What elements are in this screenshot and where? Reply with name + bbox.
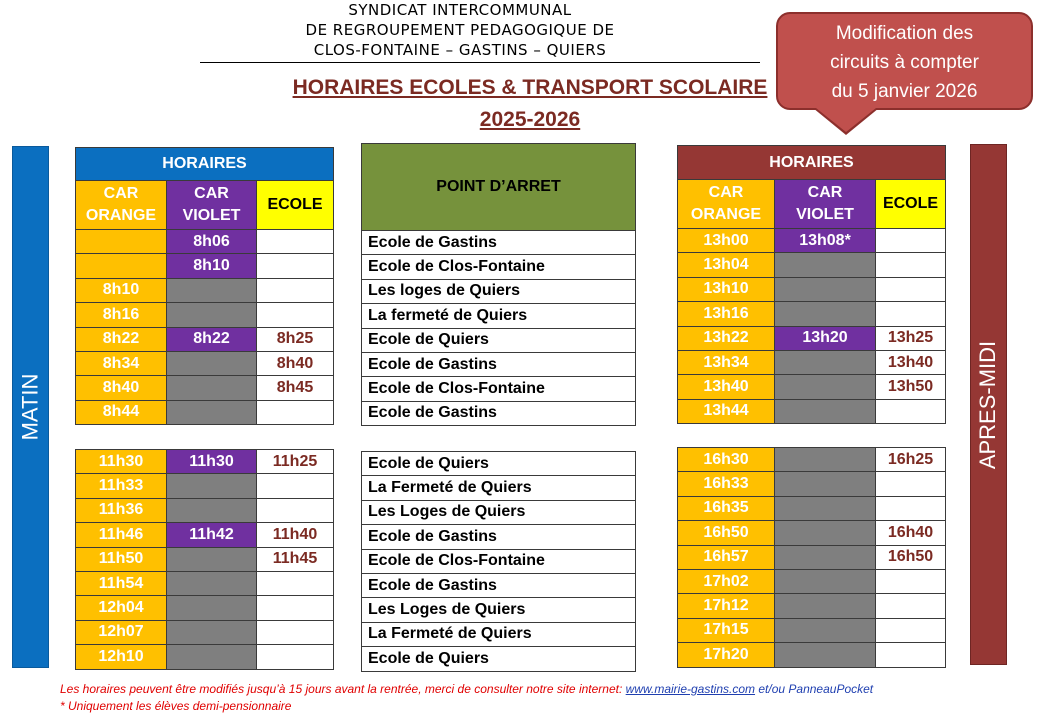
schedule-row <box>76 596 334 620</box>
ecole-time <box>876 643 946 667</box>
stop-row <box>362 401 636 425</box>
car-violet-time <box>167 278 257 302</box>
car-orange-time: 8h16 <box>76 303 167 327</box>
car-orange-time: 8h44 <box>76 400 167 424</box>
afternoon-ecole-header: ECOLE <box>876 180 946 229</box>
callout-box <box>776 12 1033 110</box>
ecole-time: 11h25 <box>257 450 334 474</box>
morning-bottom-body <box>76 450 334 670</box>
schedule-row <box>76 351 334 375</box>
stop-name: Ecole de Gastins <box>362 573 636 597</box>
stop-row <box>362 525 636 549</box>
schedule-row <box>76 523 334 547</box>
stop-row <box>362 452 636 476</box>
stop-name: La fermeté de Quiers <box>362 304 636 328</box>
car-violet-time: 11h30 <box>167 450 257 474</box>
car-orange-time: 17h15 <box>678 618 775 642</box>
car-violet-time: 11h42 <box>167 523 257 547</box>
car-violet-time <box>167 596 257 620</box>
car-orange-time: 17h02 <box>678 569 775 593</box>
stop-row <box>362 647 636 671</box>
car-orange-time: 16h35 <box>678 496 775 520</box>
car-violet-time <box>167 498 257 522</box>
car-orange-time: 12h04 <box>76 596 167 620</box>
footer-note <box>60 682 873 696</box>
car-orange-time: 17h12 <box>678 594 775 618</box>
car-violet-time <box>775 399 876 423</box>
ecole-time: 8h45 <box>257 376 334 400</box>
car-orange-time: 11h54 <box>76 571 167 595</box>
car-orange-time: 13h34 <box>678 350 775 374</box>
ecole-time: 16h40 <box>876 521 946 545</box>
car-orange-time: 13h16 <box>678 302 775 326</box>
ecole-time <box>257 498 334 522</box>
schedule-row <box>678 277 946 301</box>
stop-row <box>362 622 636 646</box>
car-violet-time <box>775 350 876 374</box>
afternoon-bottom-body <box>678 448 946 668</box>
stop-name: Les Loges de Quiers <box>362 500 636 524</box>
car-orange-time: 11h36 <box>76 498 167 522</box>
ecole-time <box>257 254 334 278</box>
stop-row <box>362 279 636 303</box>
car-orange-time: 13h04 <box>678 253 775 277</box>
stop-name: Les Loges de Quiers <box>362 598 636 622</box>
car-orange-time: 16h57 <box>678 545 775 569</box>
schedule-row <box>678 496 946 520</box>
schedule-row <box>678 594 946 618</box>
car-violet-time: 8h10 <box>167 254 257 278</box>
car-violet-time <box>167 547 257 571</box>
website-link[interactable]: www.mairie-gastins.com <box>625 682 756 696</box>
ecole-time <box>257 303 334 327</box>
stop-name: Les loges de Quiers <box>362 279 636 303</box>
ecole-time: 13h40 <box>876 350 946 374</box>
ecole-time: 11h45 <box>257 547 334 571</box>
ecole-time <box>876 569 946 593</box>
stop-name: Ecole de Gastins <box>362 525 636 549</box>
car-orange-time <box>76 230 167 254</box>
schedule-row <box>76 450 334 474</box>
car-orange-time: 13h00 <box>678 229 775 253</box>
car-orange-time <box>76 254 167 278</box>
footer-note-2: * Uniquement les élèves demi-pensionnaire <box>60 699 292 713</box>
car-orange-time: 16h30 <box>678 448 775 472</box>
stop-row <box>362 476 636 500</box>
header-divider <box>200 62 760 63</box>
schedule-row <box>76 498 334 522</box>
apres-midi-band <box>970 144 1007 665</box>
point-arret-header: POINT D’ARRET <box>362 144 636 231</box>
stop-name: La Fermeté de Quiers <box>362 622 636 646</box>
schedule-row <box>76 571 334 595</box>
car-violet-word-1: CAR <box>194 185 229 202</box>
ecole-time: 8h40 <box>257 351 334 375</box>
car-violet-time <box>775 521 876 545</box>
car-violet-time <box>775 594 876 618</box>
schedule-row <box>76 278 334 302</box>
afternoon-horaires-header: HORAIRES <box>678 146 946 180</box>
schedule-row <box>678 643 946 667</box>
schedule-row <box>76 645 334 669</box>
ecole-time <box>876 472 946 496</box>
car-violet-time <box>775 253 876 277</box>
ecole-time: 8h25 <box>257 327 334 351</box>
stop-row <box>362 231 636 255</box>
stop-name: Ecole de Quiers <box>362 452 636 476</box>
ecole-time <box>257 596 334 620</box>
car-violet-word-2: VIOLET <box>182 207 241 224</box>
afternoon-car-violet-header <box>775 180 876 229</box>
car-violet-time <box>775 448 876 472</box>
afternoon-top-table <box>677 145 946 424</box>
stop-row <box>362 352 636 376</box>
callout-line-1: Modification des <box>835 23 974 44</box>
schedule-row <box>678 326 946 350</box>
ecole-time <box>257 474 334 498</box>
ecole-time <box>876 302 946 326</box>
morning-bottom-table <box>75 449 334 670</box>
car-violet-time <box>167 571 257 595</box>
schedule-row <box>678 545 946 569</box>
morning-ecole-header: ECOLE <box>257 181 334 230</box>
ecole-time <box>257 620 334 644</box>
car-violet-time <box>775 496 876 520</box>
stop-row <box>362 377 636 401</box>
car-orange-time: 13h10 <box>678 277 775 301</box>
car-violet-word-1: CAR <box>807 184 843 201</box>
schedule-row <box>678 569 946 593</box>
ecole-time <box>257 645 334 669</box>
morning-car-violet-header <box>167 181 257 230</box>
schedule-row <box>76 230 334 254</box>
callout-tail <box>816 108 876 132</box>
schedule-row <box>678 472 946 496</box>
car-orange-time: 8h10 <box>76 278 167 302</box>
stop-name: Ecole de Gastins <box>362 231 636 255</box>
schedule-row <box>76 376 334 400</box>
stop-name: Ecole de Clos-Fontaine <box>362 549 636 573</box>
stop-name: Ecole de Quiers <box>362 328 636 352</box>
ecole-time <box>257 278 334 302</box>
stop-name: Ecole de Clos-Fontaine <box>362 377 636 401</box>
car-violet-time: 8h06 <box>167 230 257 254</box>
car-orange-word-1: CAR <box>708 184 744 201</box>
car-violet-time <box>167 351 257 375</box>
stops-top-table <box>361 143 636 426</box>
schedule-row <box>76 400 334 424</box>
stop-row <box>362 500 636 524</box>
header-line-3: CLOS-FONTAINE – GASTINS – QUIERS <box>313 41 607 59</box>
car-violet-time <box>775 545 876 569</box>
schedule-row <box>76 327 334 351</box>
car-orange-word-1: CAR <box>103 185 139 202</box>
schedule-row <box>76 303 334 327</box>
morning-car-orange-header <box>76 181 167 230</box>
schedule-row <box>678 618 946 642</box>
car-orange-time: 11h50 <box>76 547 167 571</box>
schedule-row <box>678 399 946 423</box>
stop-row <box>362 573 636 597</box>
car-violet-time: 13h20 <box>775 326 876 350</box>
car-violet-time <box>775 277 876 301</box>
car-violet-time <box>167 645 257 669</box>
ecole-time <box>876 399 946 423</box>
callout-line-3: du 5 janvier 2026 <box>831 81 978 102</box>
car-orange-time: 8h40 <box>76 376 167 400</box>
page-title: HORAIRES ECOLES & TRANSPORT SCOLAIRE <box>292 76 768 99</box>
ecole-time: 13h25 <box>876 326 946 350</box>
stop-name: Ecole de Gastins <box>362 401 636 425</box>
matin-label: MATIN <box>17 373 43 441</box>
schedule-row <box>76 474 334 498</box>
ecole-time: 11h40 <box>257 523 334 547</box>
car-violet-time <box>775 302 876 326</box>
schedule-row <box>678 253 946 277</box>
ecole-time: 16h25 <box>876 448 946 472</box>
header-line-2: DE REGROUPEMENT PEDAGOGIQUE DE <box>305 21 615 39</box>
afternoon-car-orange-header <box>678 180 775 229</box>
schedule-row <box>678 375 946 399</box>
car-orange-time: 17h20 <box>678 643 775 667</box>
afternoon-bottom-table <box>677 447 946 668</box>
schedule-row <box>678 350 946 374</box>
car-orange-time: 13h44 <box>678 399 775 423</box>
morning-top-table <box>75 147 334 425</box>
car-orange-time: 16h50 <box>678 521 775 545</box>
footer-note-text: Les horaires peuvent être modifiés jusqu’à 15 jours avant la rentrée, merci de consulter notre site internet: <box>60 682 623 696</box>
ecole-time <box>257 400 334 424</box>
car-orange-time: 12h07 <box>76 620 167 644</box>
stop-name: Ecole de Clos-Fontaine <box>362 255 636 279</box>
schedule-row <box>678 448 946 472</box>
ecole-time <box>876 618 946 642</box>
car-orange-word-2: ORANGE <box>690 206 762 223</box>
stop-name: Ecole de Gastins <box>362 352 636 376</box>
car-violet-time <box>167 400 257 424</box>
stop-row <box>362 598 636 622</box>
car-violet-word-2: VIOLET <box>796 206 854 223</box>
ecole-time <box>876 594 946 618</box>
car-violet-time <box>775 569 876 593</box>
page-year: 2025-2026 <box>479 108 581 131</box>
car-orange-time: 13h40 <box>678 375 775 399</box>
car-violet-time <box>775 375 876 399</box>
stop-row <box>362 255 636 279</box>
car-violet-time <box>167 376 257 400</box>
ecole-time: 13h50 <box>876 375 946 399</box>
car-orange-time: 11h30 <box>76 450 167 474</box>
car-orange-word-2: ORANGE <box>85 207 157 224</box>
car-violet-time <box>167 474 257 498</box>
ecole-time <box>876 253 946 277</box>
car-orange-time: 11h46 <box>76 523 167 547</box>
ecole-time <box>257 230 334 254</box>
ecole-time: 16h50 <box>876 545 946 569</box>
schedule-row <box>76 620 334 644</box>
car-violet-time: 8h22 <box>167 327 257 351</box>
ecole-time <box>876 277 946 301</box>
car-violet-time: 13h08* <box>775 229 876 253</box>
callout-line-2: circuits à compter <box>830 52 979 73</box>
stops-top-body <box>362 231 636 426</box>
schedule-row <box>678 229 946 253</box>
car-orange-time: 12h10 <box>76 645 167 669</box>
apres-midi-label: APRES-MIDI <box>975 340 1001 469</box>
car-orange-time: 13h22 <box>678 326 775 350</box>
stop-name: Ecole de Quiers <box>362 647 636 671</box>
ecole-time <box>876 496 946 520</box>
matin-band <box>12 146 49 668</box>
schedule-row <box>76 547 334 571</box>
stop-name: La Fermeté de Quiers <box>362 476 636 500</box>
morning-top-body <box>76 230 334 425</box>
stops-bottom-body <box>362 452 636 672</box>
schedule-row <box>678 302 946 326</box>
footer-after-link: et/ou PanneauPocket <box>758 682 874 696</box>
car-violet-time <box>775 643 876 667</box>
car-violet-time <box>775 618 876 642</box>
header-line-1: SYNDICAT INTERCOMMUNAL <box>348 1 572 19</box>
car-orange-time: 8h22 <box>76 327 167 351</box>
car-orange-time: 16h33 <box>678 472 775 496</box>
car-violet-time <box>167 303 257 327</box>
car-violet-time <box>775 472 876 496</box>
car-violet-time <box>167 620 257 644</box>
stop-row <box>362 549 636 573</box>
schedule-row <box>76 254 334 278</box>
morning-horaires-header: HORAIRES <box>76 148 334 181</box>
schedule-row <box>678 521 946 545</box>
car-orange-time: 8h34 <box>76 351 167 375</box>
stop-row <box>362 328 636 352</box>
car-orange-time: 11h33 <box>76 474 167 498</box>
ecole-time <box>257 571 334 595</box>
ecole-time <box>876 229 946 253</box>
stops-bottom-table <box>361 451 636 672</box>
afternoon-top-body <box>678 229 946 424</box>
stop-row <box>362 304 636 328</box>
